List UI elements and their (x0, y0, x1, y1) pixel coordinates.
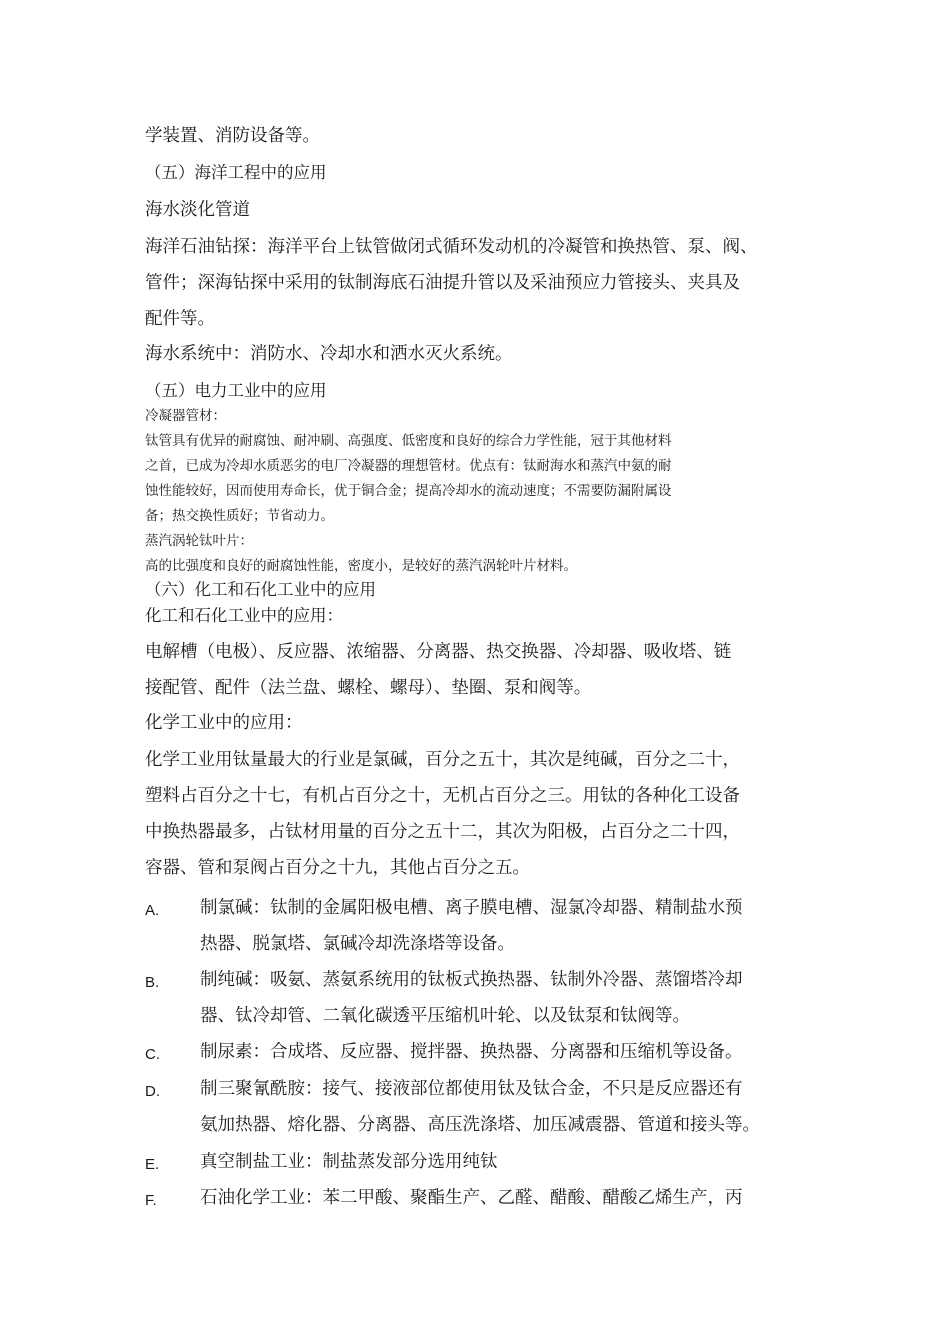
chemical-industry-line-3: 中换热器最多，占钛材用量的百分之五十二，其次为阳极，占百分之二十四， (145, 822, 740, 842)
heading-power: （五）电力工业中的应用 (145, 381, 327, 400)
list-item-d-line-2: 氨加热器、熔化器、分离器、高压洗涤塔、加压减震器、管道和接头等。 (200, 1115, 760, 1135)
heading-marine: （五）海洋工程中的应用 (145, 163, 327, 182)
marine-oil-line-1: 海洋石油钻探：海洋平台上钛管做闭式循环发动机的冷凝管和换热管、泵、阀、 (145, 237, 758, 257)
chemical-equipment-line-1: 电解槽（电极）、反应器、浓缩器、分离器、热交换器、冷却器、吸收塔、链 (145, 642, 732, 662)
power-condenser-title: 冷凝器管材： (145, 408, 226, 424)
list-marker: A. (145, 902, 160, 919)
power-blade-line-1: 高的比强度和良好的耐腐蚀性能，密度小，是较好的蒸汽涡轮叶片材料。 (145, 558, 577, 574)
list-item-f-line-1: 石油化学工业：苯二甲酸、聚酯生产、乙醛、醋酸、醋酸乙烯生产，丙 (200, 1188, 743, 1208)
list-item-b-line-2: 器、钛冷却管、二氧化碳透平压缩机叶轮、以及钛泵和钛阀等。 (200, 1006, 690, 1026)
list-item-e-line-1: 真空制盐工业：制盐蒸发部分选用纯钛 (200, 1152, 498, 1172)
chemical-equipment-line-2: 接配管、配件（法兰盘、螺栓、螺母）、垫圈、泵和阀等。 (145, 678, 592, 698)
paragraph-intro-tail: 学装置、消防设备等。 (145, 126, 320, 146)
heading-chemical: （六）化工和石化工业中的应用 (145, 580, 376, 599)
list-item-a-line-1: 制氯碱：钛制的金属阳极电槽、离子膜电槽、湿氯冷却器、精制盐水预 (200, 898, 743, 918)
chemical-industry-line-1: 化学工业用钛量最大的行业是氯碱，百分之五十，其次是纯碱，百分之二十， (145, 750, 740, 770)
power-condenser-line-1: 钛管具有优异的耐腐蚀、耐冲刷、高强度、低密度和良好的综合力学性能，冠于其他材料 (145, 433, 672, 449)
power-condenser-line-2: 之首，已成为冷却水质恶劣的电厂冷凝器的理想管材。优点有：钛耐海水和蒸汽中氨的耐 (145, 458, 672, 474)
list-marker: C. (145, 1046, 160, 1063)
list-marker: B. (145, 974, 160, 991)
marine-oil-line-3: 配件等。 (145, 309, 215, 329)
list-marker: F. (145, 1192, 157, 1209)
list-marker: E. (145, 1156, 160, 1173)
list-item-d-line-1: 制三聚氰酰胺：接气、接液部位都使用钛及钛合金，不只是反应器还有 (200, 1079, 743, 1099)
list-marker: D. (145, 1083, 160, 1100)
chemical-subheading: 化工和石化工业中的应用： (145, 606, 343, 625)
list-item-c-line-1: 制尿素：合成塔、反应器、搅拌器、换热器、分离器和压缩机等设备。 (200, 1042, 743, 1062)
chemical-industry-line-4: 容器、管和泵阀占百分之十九，其他占百分之五。 (145, 858, 530, 878)
list-item-b-line-1: 制纯碱：吸氨、蒸氨系统用的钛板式换热器、钛制外冷器、蒸馏塔冷却 (200, 970, 743, 990)
chemical-industry-line-2: 塑料占百分之十七，有机占百分之十，无机占百分之三。用钛的各种化工设备 (145, 786, 740, 806)
list-item-a-line-2: 热器、脱氯塔、氯碱冷却洗涤塔等设备。 (200, 934, 515, 954)
chemical-industry-title: 化学工业中的应用： (145, 713, 303, 733)
marine-water-systems: 海水系统中：消防水、冷却水和洒水灭火系统。 (145, 344, 513, 364)
marine-desalination: 海水淡化管道 (145, 200, 250, 220)
power-condenser-line-3: 蚀性能较好，因而使用寿命长，优于铜合金；提高冷却水的流动速度；不需要防漏附属设 (145, 483, 672, 499)
power-blade-title: 蒸汽涡轮钛叶片： (145, 533, 253, 549)
power-condenser-line-4: 备；热交换性质好；节省动力。 (145, 508, 334, 524)
marine-oil-line-2: 管件；深海钻探中采用的钛制海底石油提升管以及采油预应力管接头、夹具及 (145, 273, 740, 293)
